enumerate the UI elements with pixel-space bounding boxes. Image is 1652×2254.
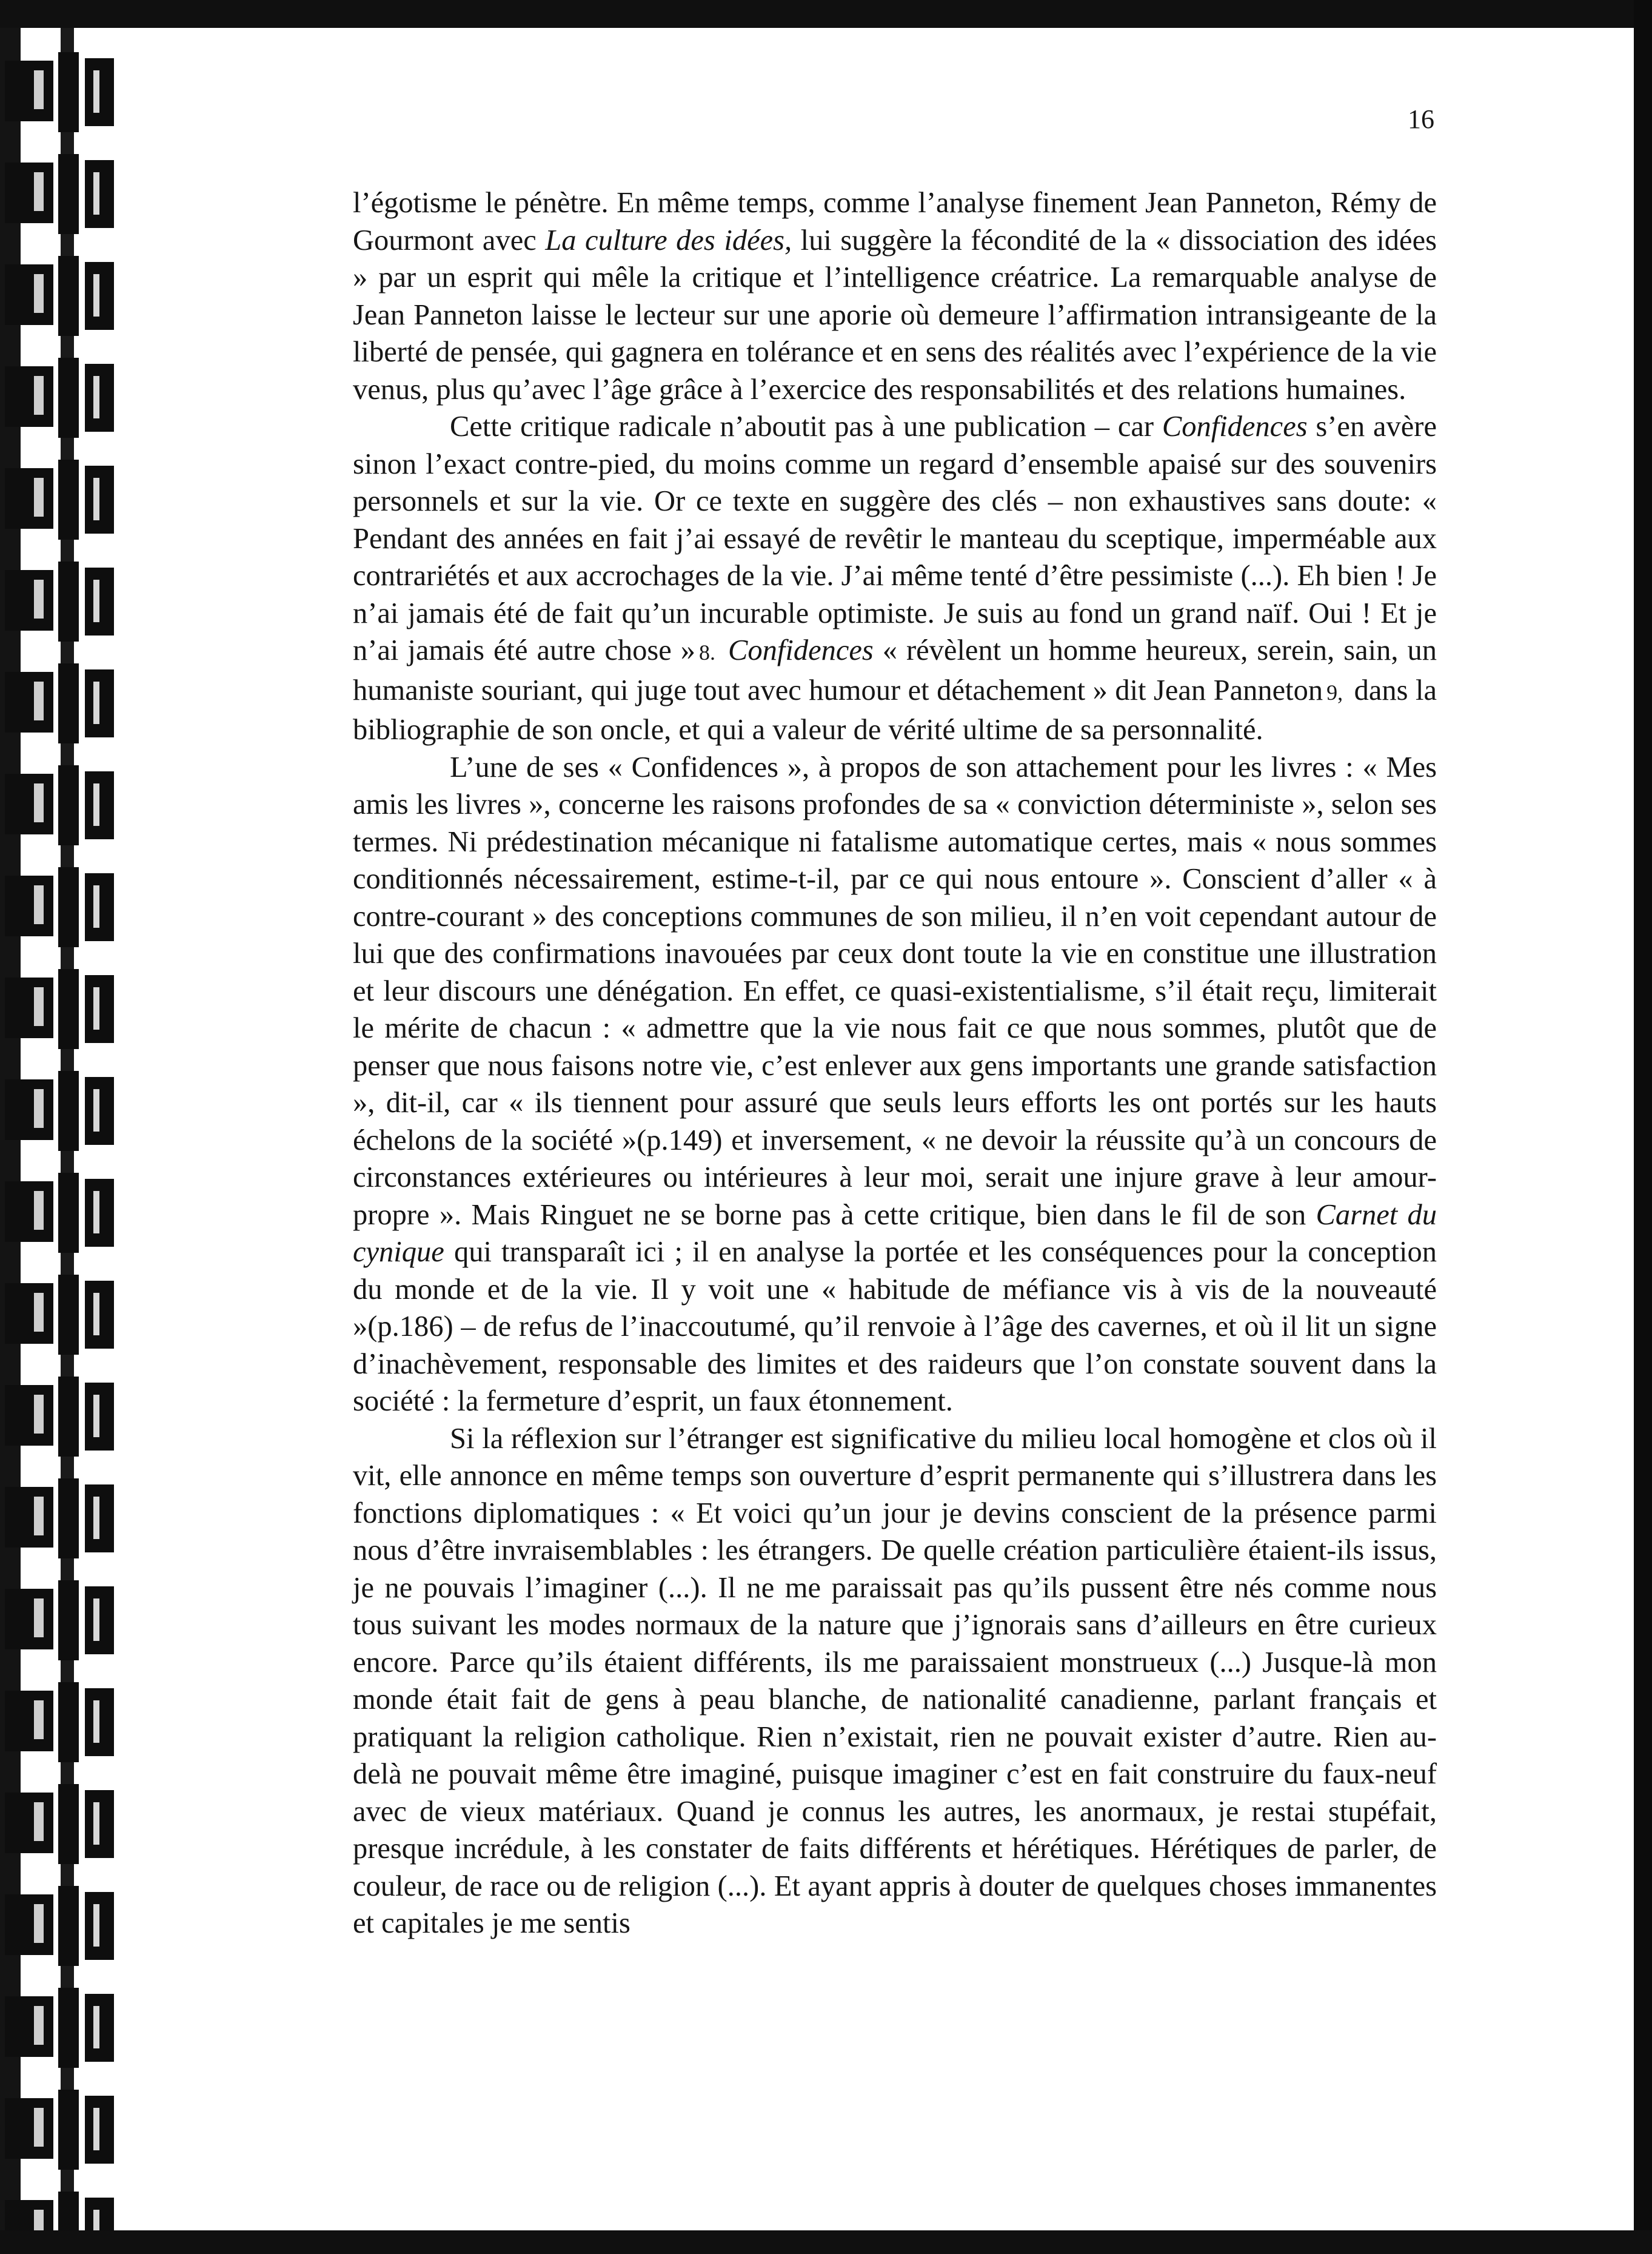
text-segment: s’en avère sinon l’exact contre-pied, du moins comme un regard d’ensemble apaisé sur des souvenirs personnels et sur la vie. Or ce texte en suggère des clés – non exhaustives sans doute: « Pendant des années en fait j’ai essayé de revêtir le manteau du sceptique, imperméable aux contrariétés et aux accrochages de la vie. J’ai même tenté d’être pessimiste (...). Eh bien ! Je n’ai jamais été de fait qu’un incurable optimiste. Je suis au fond un grand naïf. Oui ! Et je n’ai jamais été autre chose » <box>353 411 1437 666</box>
text-segment: Cette critique radicale n’aboutit pas à une publication – car <box>450 411 1162 443</box>
binding-coil <box>0 2084 121 2175</box>
binding-coil <box>0 250 121 341</box>
footnote-marker: 9, <box>1326 680 1343 705</box>
footnote-marker: 8. <box>699 640 716 665</box>
paragraph <box>353 749 1437 1420</box>
binding-coil <box>0 1574 121 1665</box>
spiral-binding <box>0 28 130 2230</box>
binding-coil <box>0 1269 121 1360</box>
binding-coil <box>0 352 121 443</box>
binding-coil <box>0 657 121 748</box>
binding-coil <box>0 148 121 239</box>
scan-bottom-border <box>0 2230 1652 2254</box>
page-number: 16 <box>1408 104 1434 134</box>
text-segment: L’une de ses « Confidences », à propos de son attachement pour les livres : « Mes amis les livres », concerne les raisons profondes de sa « conviction déterministe », selon ses termes. Ni prédestination mécanique ni fatalisme automatique certes, mais « nous sommes conditionnés nécessairement, estime-t-il, par ce qui nous entoure ». Conscient d’aller « à contre-courant » des conceptions communes de son milieu, il n’en voit cependant autour de lui que des confirmations inavouées par ceux dont toute la vie en constitue une illustration et leur discours une dénégation. En effet, ce quasi-existentialisme, s’il était reçu, limiterait le mérite de chacun : « admettre que la vie nous fait ce que nous sommes, plutôt que de penser que nous faisons notre vie, c’est enlever aux gens importants une grande satisfaction », dit-il, car « ils tiennent pour assuré que seuls leurs efforts les ont portés sur les hauts échelons de la société »(p.149) et inversement, « ne devoir la réussite qu’à un concours de circonstances extérieures ou intérieures à leur moi, serait une injure grave à leur amour-propre ». Mais Ringuet ne se borne pas à cette critique, bien dans le fil de son <box>353 751 1437 1231</box>
text-segment: qui transparaît ici ; il en analyse la portée et les conséquences pour la conception du monde et de la vie. Il y voit une « habitude de méfiance vis à vis de la nouveauté »(p.186) – de refus de l’inaccoutumé, qu’il renvoie à l’âge des cavernes, et où il lit un signe d’inachèvement, responsable des limites et des raideurs que l’on constate souvent dans la société : la fermeture d’esprit, un faux étonnement. <box>353 1236 1437 1417</box>
paragraph <box>353 184 1437 408</box>
binding-coil <box>0 2185 121 2230</box>
text-segment: dans la bibliographie de son oncle, et qui a valeur de vérité ultime de sa personnalité. <box>353 674 1437 746</box>
italic-title: La culture des idées, <box>545 224 792 257</box>
text-segment: Si la réflexion sur l’étranger est significative du milieu local homogène et clos où il vit, elle annonce en même temps son ouverture d’esprit permanente qui s’illustrera dans les fonctions diplomatiques : « Et voici qu’un jour je devins conscient de la présence parmi nous d’être invraisemblables : les étrangers. De quelle création particulière étaient-ils issus, je ne pouvais l’imaginer (...). Il ne me paraissait pas qu’ils pussent être nés comme nous tous suivant les modes normaux de la nature que j’ignorais sans d’ailleurs en être curieux encore. Parce qu’ils étaient différents, ils me paraissaient monstrueux (...) Jusque-là mon monde était fait de gens à peau blanche, de nationalité canadienne, parlant français et pratiquant la religion catholique. Rien n’existait, rien ne pouvait exister d’autre. Rien au-delà ne pouvait même être imaginé, puisque imaginer c’est en fait construire du faux-neuf avec de vieux matériaux. Quand je connus les autres, les anormaux, je restai stupéfait, presque incrédule, à les constater de faits différents et hérétiques. Hérétiques de parler, de couleur, de race ou de religion (...). Et ayant appris à douter de quelques choses immanentes et capitales je me sentis <box>353 1422 1437 1939</box>
binding-coil <box>0 1472 121 1563</box>
binding-coil <box>0 963 121 1054</box>
binding-coil <box>0 861 121 952</box>
binding-coil <box>0 1370 121 1461</box>
italic-title: Carnet du cynique <box>353 1198 1437 1268</box>
binding-coil <box>0 1778 121 1869</box>
binding-coil <box>0 454 121 545</box>
text-segment <box>719 634 728 666</box>
scan-right-border <box>1634 0 1652 2254</box>
binding-coil <box>0 1880 121 1971</box>
document-body <box>353 184 1437 1942</box>
text-segment: « révèlent un homme heureux, serein, sain, un humaniste souriant, qui juge tout avec humour et détachement » dit Jean Panneton <box>353 634 1437 706</box>
binding-coil <box>0 1982 121 2073</box>
text-segment: l’égotisme le pénètre. En même temps, comme l’analyse finement Jean Panneton, Rémy de Gourmont avec <box>353 187 1437 257</box>
paragraph <box>353 408 1437 749</box>
binding-coil <box>0 1065 121 1156</box>
binding-coil <box>0 46 121 137</box>
italic-title: Confidences <box>728 634 874 666</box>
italic-title: Confidences <box>1162 411 1308 443</box>
paragraph <box>353 1420 1437 1942</box>
binding-coil <box>0 1167 121 1258</box>
text-segment: lui suggère la fécondité de la « dissociation des idées » par un esprit qui mêle la critique et l’intelligence créatrice. La remarquable analyse de Jean Panneton laisse le lecteur sur une aporie où demeure l’affirmation intransigeante de la liberté de pensée, qui gagnera en tolérance et en sens des réalités avec l’expérience de la vie venus, plus qu’avec l’âge grâce à l’exercice des responsabilités et des relations humaines. <box>353 224 1437 406</box>
binding-coil <box>0 759 121 850</box>
binding-coil <box>0 1676 121 1767</box>
scan-top-border <box>0 0 1652 28</box>
binding-coil <box>0 555 121 646</box>
